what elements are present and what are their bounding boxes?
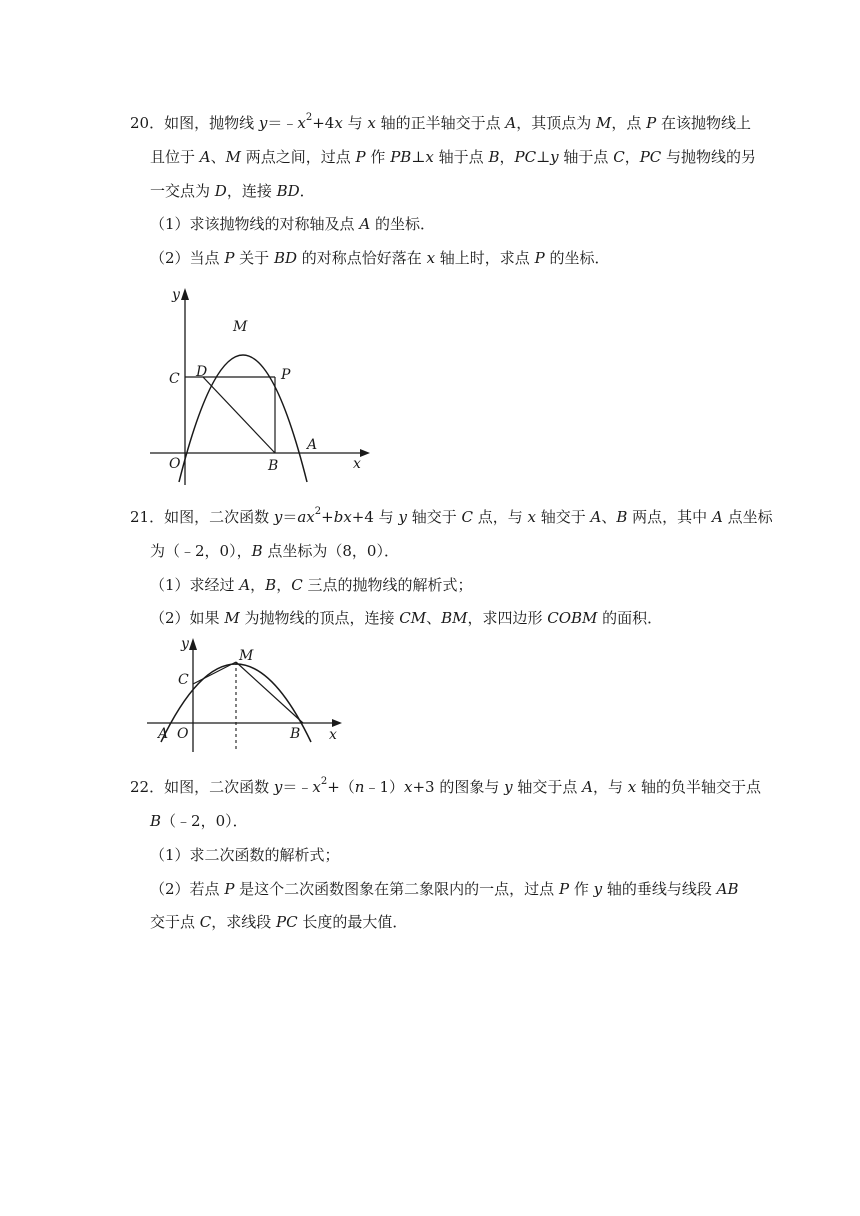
problem-21-figure [145, 632, 345, 762]
problem-20-part-1: （1）求该抛物线的对称轴及点 A 的坐标． [150, 215, 435, 233]
fig21-label-C: C [178, 672, 189, 688]
fig21-label-A: A [158, 726, 169, 742]
fig21-segment-BM [236, 662, 303, 723]
problem-22-line-1: 22．如图，二次函数 $y=﹣x^2+(n﹣1)x+3$ 的图象与 y 轴交于点 A，与 x 轴的负半轴交于点 [130, 776, 762, 796]
problem-20-figure [145, 280, 385, 490]
problem-22-part-1: （1）求二次函数的解析式； [150, 846, 340, 864]
problem-22-part-2-line-1: （2）若点 P 是这个二次函数图象在第二象限内的一点，过点 P 作 y 轴的垂线与线段 AB [150, 880, 739, 898]
fig20-label-D: D [196, 364, 208, 380]
fig20-label-C: C [169, 371, 180, 387]
problem-21-part-2: （2）如果 M 为抛物线的顶点，连接 CM、BM，求四边形 COBM 的面积． [150, 609, 663, 627]
problem-20-line-2: 且位于 A、M 两点之间，过点 P 作 PB⊥x 轴于点 B，PC⊥y 轴于点 C，PC 与抛物线的另 [150, 148, 757, 166]
fig20-label-A: A [307, 437, 318, 453]
fig20-segment-BD [203, 377, 275, 453]
fig20-label-P: P [281, 367, 291, 383]
problem-20-part-2: （2）当点 P 关于 BD 的对称点恰好落在 x 轴上时，求点 P 的坐标． [150, 249, 610, 267]
problem-21-part-1: （1）求经过 A，B，C 三点的抛物线的解析式； [150, 576, 473, 594]
fig21-label-x: x [329, 727, 337, 743]
fig21-label-M: M [239, 648, 254, 664]
problem-21-line-1: 21．如图，二次函数 $y=ax^2+bx+4$ 与 y 轴交于 C 点，与 x 轴交于 A、B 两点，其中 A 点坐标 [130, 506, 773, 526]
problem-21-line-2: 为（﹣2，0），B 点坐标为（8，0）． [150, 542, 399, 560]
fig20-label-B: B [268, 458, 279, 474]
fig21-label-B: B [290, 726, 301, 742]
fig20-label-O: O [169, 456, 181, 472]
fig20-label-M: M [233, 319, 248, 335]
fig20-x-arrow [360, 449, 370, 457]
problem-22-part-2-line-2: 交于点 C，求线段 PC 长度的最大值． [150, 913, 408, 931]
problem-22-line-2: B（﹣2，0）． [150, 812, 248, 830]
fig20-y-arrow [181, 288, 189, 300]
problem-20-line-3: 一交点为 D，连接 BD． [150, 182, 315, 200]
problem-20-line-1: 20．如图，抛物线 $y=﹣x^2+4x$ 与 x 轴的正半轴交于点 A，其顶点为 M，点 P 在该抛物线上 [130, 112, 751, 132]
fig20-label-y: y [172, 287, 180, 303]
fig21-x-arrow [332, 719, 342, 727]
fig21-segment-CM [193, 662, 236, 684]
fig21-y-arrow [189, 638, 197, 650]
fig20-label-x: x [353, 456, 361, 472]
fig21-label-O: O [177, 726, 189, 742]
fig21-label-y: y [181, 636, 189, 652]
